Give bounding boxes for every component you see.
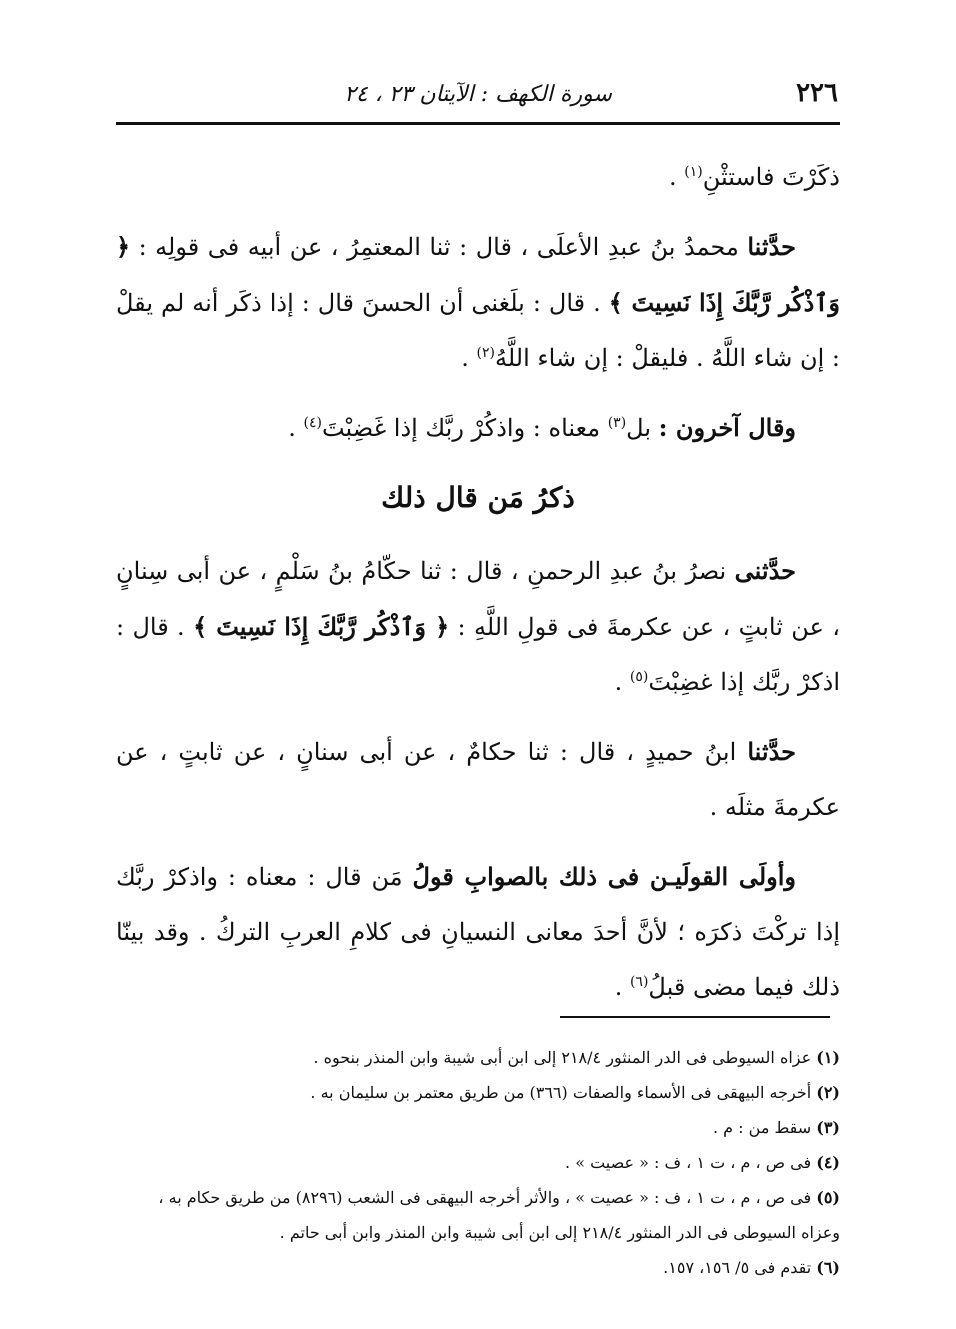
- paragraph-text: ابنُ حميدٍ ، قال : ثنا حكامٌ ، عن أبى سنانٍ ، عن ثابتٍ ، عن عكرمةَ مثلَه .: [116, 738, 840, 821]
- footnote-number: (٢): [816, 1083, 840, 1102]
- paragraph-6: [116, 849, 840, 1015]
- narration-lead: وقال آخرون :: [658, 413, 796, 442]
- footnote-3: [116, 1110, 840, 1145]
- paragraph-4: [116, 543, 840, 710]
- footnote-divider: [560, 1016, 830, 1018]
- footnote-ref: (٥): [629, 669, 649, 685]
- paragraph-text: معناه : واذكُرْ ربَّك إذا غَضِبْتَ: [321, 414, 608, 442]
- footnote-number: (٥): [816, 1188, 840, 1207]
- paragraph-text: بل: [626, 414, 659, 442]
- footnote-number: (١): [816, 1048, 840, 1067]
- paragraph-end: .: [461, 344, 477, 372]
- footnote-text: سقط من : م .: [713, 1118, 817, 1137]
- paragraph-text: نصرُ بنُ عبدِ الرحمنِ ، قال : ثنا حكّامُ بنُ سَلْمٍ ، عن أبى سِنانٍ ، عن ثابتٍ ، عن عكرمةَ فى قولِ اللَّهِ :: [116, 557, 841, 641]
- narration-lead: حدَّثنا: [747, 737, 796, 766]
- footnote-ref: (٤): [303, 415, 322, 431]
- paragraph-text: محمدُ بنُ عبدِ الأعلَى ، قال : ثنا المعتمِرُ ، عن أبيه فى قولِه :: [130, 233, 748, 261]
- paragraph-text: مَن قال : معناه : واذكرْ ربَّك إذا تركْتَ ذكرَه ؛ لأنَّ أحدَ معانى النسيانِ فى كلامِ العربِ التركُ . وقد بينّا ذلك فيما مضى قبلُ: [116, 863, 840, 1001]
- paragraph-end: .: [669, 163, 685, 191]
- quran-verse: ﴿ وَٱذْكُر رَّبَّكَ إِذَا نَسِيتَ ﴾: [116, 232, 840, 317]
- quran-verse: ﴿ وَٱذْكُر رَّبَّكَ إِذَا نَسِيتَ ﴾: [193, 612, 450, 641]
- paragraph-text: ذكَرْتَ فاستثْنِ: [702, 163, 840, 191]
- page-header: [116, 78, 840, 125]
- footnote-text: تقدم فى ٥/ ١٥٦، ١٥٧.: [663, 1258, 817, 1277]
- paragraph-end: .: [614, 973, 630, 1001]
- footnote-text: عزاه السيوطى فى الدر المنثور ٢١٨/٤ إلى ابن أبى شيبة وابن المنذر بنحوه .: [313, 1048, 817, 1067]
- footnotes: [116, 1040, 840, 1285]
- paragraph-end: .: [288, 414, 304, 442]
- paragraph-end: .: [614, 668, 630, 696]
- footnote-text: فى ص ، م ، ت ١ ، ف : « عصيت » .: [565, 1153, 817, 1172]
- footnote-2: [116, 1075, 840, 1110]
- paragraph-text: . قال : بلَغنى أن الحسنَ قال : إذا ذكَر أنه لم يقلْ : إن شاء اللَّهُ . فليقلْ : إن شاء اللَّهُ: [116, 289, 840, 372]
- footnote-4: [116, 1145, 840, 1180]
- footnote-5: [116, 1180, 840, 1250]
- paragraph-2: [116, 219, 840, 386]
- footnote-text: فى ص ، م ، ت ١ ، ف : « عصيت » ، والأثر أخرجه البيهقى فى الشعب (٨٢٩٦) من طريق حكام به ، وعزاه السيوطى فى الدر المنثور ٢١٨/٤ إلى ابن أبى شيبة وابن المنذر وابن أبى حاتم .: [158, 1188, 840, 1242]
- footnote-ref: (٣): [607, 415, 627, 431]
- main-text: [116, 150, 840, 1029]
- narration-lead: حدَّثنى: [734, 556, 797, 585]
- footnote-number: (٣): [816, 1118, 840, 1137]
- footnote-1: [116, 1040, 840, 1075]
- paragraph-5: [116, 724, 840, 835]
- footnote-6: [116, 1250, 840, 1285]
- footnote-ref: (٢): [476, 345, 495, 361]
- footnote-number: (٦): [816, 1258, 840, 1277]
- footnote-ref: (٦): [629, 974, 649, 990]
- running-title: سورة الكهف : الآيتان ٢٣ ، ٢٤: [344, 82, 612, 107]
- paragraph-text: . قال : اذكرْ ربَّك إذا غضِبْتَ: [116, 613, 840, 696]
- section-heading: ذكرُ مَن قال ذلك: [381, 481, 575, 514]
- narration-lead: وأولَى القولَيـن فى ذلك بالصوابِ قولُ: [412, 862, 797, 891]
- footnote-ref: (١): [684, 164, 703, 180]
- footnote-text: أخرجه البيهقى فى الأسماء والصفات (٣٦٦) من طريق معتمر بن سليمان به .: [310, 1083, 817, 1102]
- page-number: ٢٢٦: [796, 78, 838, 108]
- paragraph-1: [116, 150, 840, 205]
- narration-lead: حدَّثنا: [747, 232, 796, 261]
- footnote-number: (٤): [816, 1153, 840, 1172]
- paragraph-3: [116, 400, 840, 456]
